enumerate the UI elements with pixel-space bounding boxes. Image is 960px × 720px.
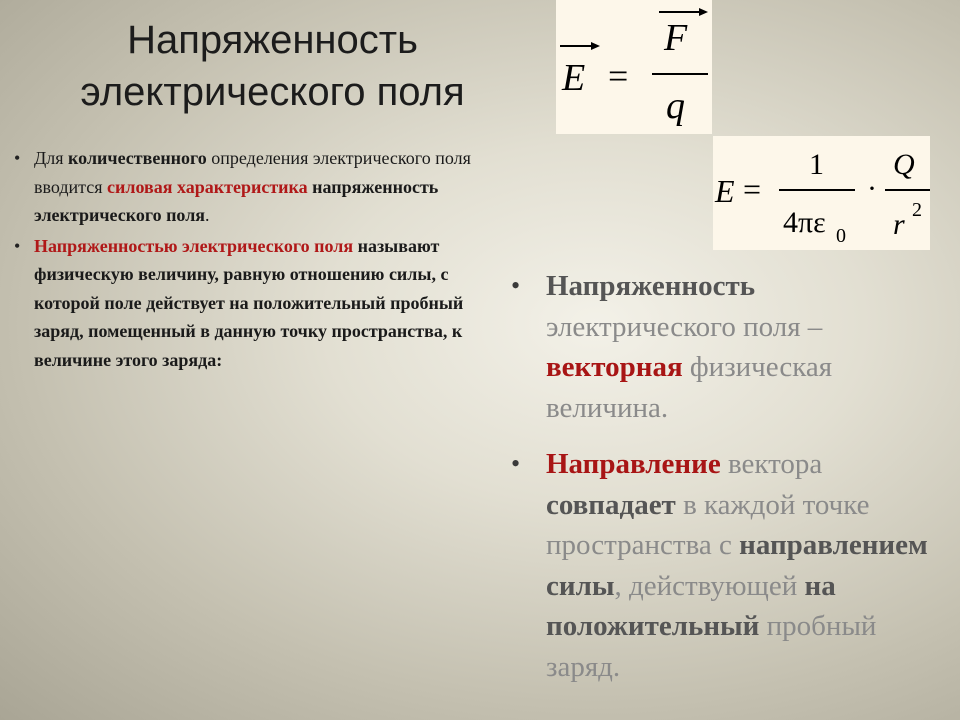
formula-e-equals-f-over-q <box>556 0 712 134</box>
field-strength-formula <box>556 0 712 134</box>
list-item: • Напряженностью электрического поля называют физическую величину, равную отношению силы, с которой поле действует на положительный пробный заряд, помещенный в данную точку пространства, к величине этого заряда: <box>14 232 484 375</box>
properties-list <box>511 266 951 703</box>
formula-e-equals-kq-over-r2 <box>713 136 930 250</box>
formula1-numerator: F <box>664 17 688 59</box>
formula2-power: 2 <box>912 199 922 221</box>
formula2-equals: = <box>743 171 762 207</box>
definition-list <box>14 144 484 376</box>
formula1-lhs: E <box>562 57 586 99</box>
formula2-denominator-1: 4πε <box>783 206 826 239</box>
list-item: • Для количественного определения электрического поля вводится силовая характеристика напряженность электрического поля. <box>14 144 484 230</box>
formula2-numerator-1: 1 <box>809 148 824 181</box>
vector-arrowhead-f <box>699 8 708 16</box>
title-line-1: Напряженность <box>127 18 418 62</box>
formula2-numerator-2: Q <box>893 148 915 181</box>
formula1-denominator: q <box>666 85 685 127</box>
formula2-denominator-2: r <box>893 208 905 241</box>
formula2-subscript: 0 <box>836 225 846 247</box>
coulomb-field-formula <box>713 136 930 250</box>
formula2-lhs: E <box>715 173 735 209</box>
page-title <box>0 14 545 118</box>
list-item: • Напряженность электрического поля – векторная физическая величина. <box>511 266 951 428</box>
title-line-2: электрического поля <box>80 70 465 114</box>
formula1-equals: = <box>608 56 629 96</box>
vector-arrowhead-e <box>591 42 600 50</box>
list-item: • Направление вектора совпадает в каждой точке пространства с направлением силы, действующей на положительный пробный заряд. <box>511 444 951 687</box>
formula2-dot: · <box>867 172 877 205</box>
